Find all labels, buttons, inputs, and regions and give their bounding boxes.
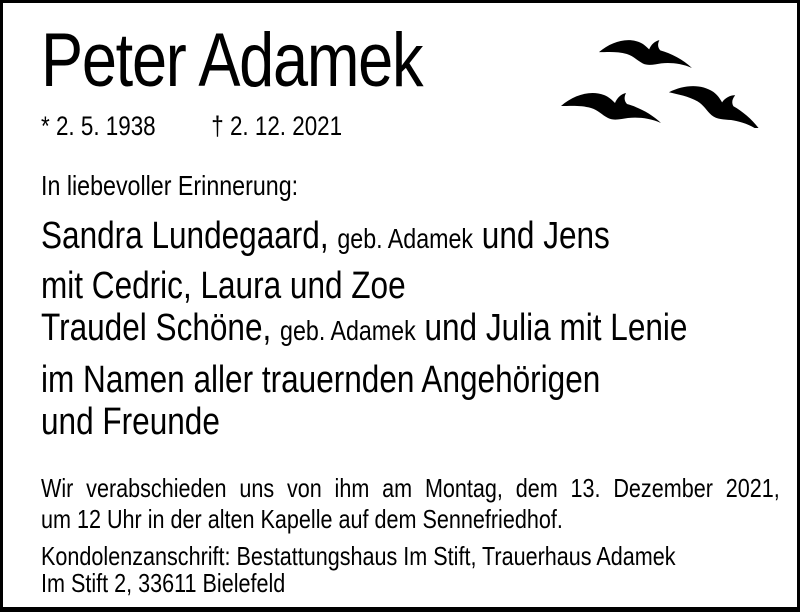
funeral-date-line: Wir verabschieden uns von ihm am Montag, dem 13. Dezember 2021, — [41, 473, 780, 504]
funeral-details — [41, 473, 780, 535]
mourner-children: mit Cedric, Laura und Zoe — [41, 265, 406, 308]
mourner-line — [41, 215, 780, 260]
birth-date: * 2. 5. 1938 — [41, 111, 156, 141]
mourner-relatives: und Jens — [481, 215, 610, 258]
flying-birds-illustration — [548, 28, 778, 128]
on-behalf-text: im Namen aller trauernden Angehörigen — [41, 359, 601, 402]
mourner-name: Traudel Schöne, — [41, 307, 272, 350]
condolence-line: Kondolenzanschrift: Bestattungshaus Im Stift, Trauerhaus Adamek — [41, 541, 676, 572]
bird-top-icon — [599, 40, 692, 68]
mourner-relatives: und Julia mit Lenie — [424, 307, 688, 350]
maiden-name: geb. Adamek — [280, 315, 416, 347]
mourner-line — [41, 401, 780, 443]
mourner-line — [41, 265, 780, 307]
memorial-intro: In liebevoller Erinnerung: — [41, 170, 299, 202]
mourner-line — [41, 359, 780, 401]
on-behalf-text: und Freunde — [41, 401, 220, 444]
condolence-street-line: Im Stift 2, 33611 Bielefeld — [41, 568, 286, 599]
mourner-line — [41, 307, 780, 352]
death-date: † 2. 12. 2021 — [211, 111, 343, 141]
condolence-address — [41, 543, 780, 597]
birds-svg — [548, 28, 778, 128]
mourner-name: Sandra Lundegaard, — [41, 215, 329, 258]
bird-right-icon — [665, 80, 769, 128]
funeral-place-line: um 12 Uhr in der alten Kapelle auf dem Sennefriedhof. — [41, 504, 563, 535]
deceased-name: Peter Adamek — [41, 18, 423, 103]
maiden-name: geb. Adamek — [337, 223, 474, 255]
bird-left-icon — [561, 93, 661, 123]
